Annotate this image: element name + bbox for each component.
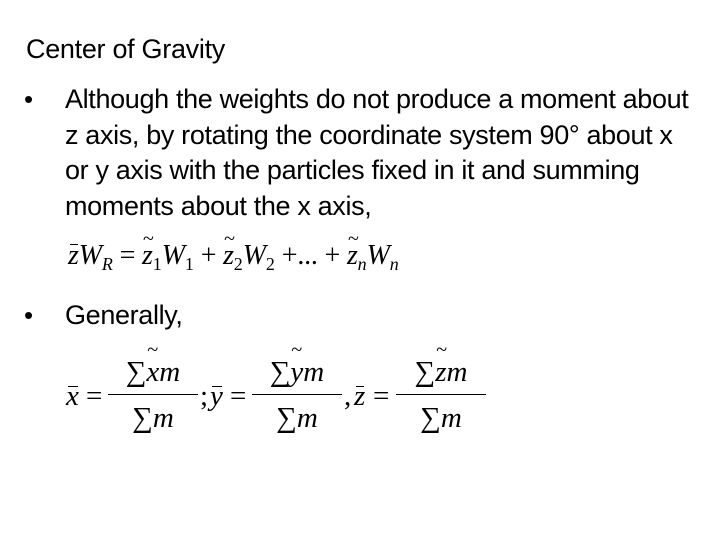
bullet-marker: • <box>24 300 34 330</box>
var-z-tilde: ~ z <box>142 238 153 274</box>
plus-sign: + <box>200 240 217 271</box>
equals-sign: = <box>373 380 390 412</box>
subscript: 2 <box>233 254 243 274</box>
var-m: m <box>303 356 325 388</box>
equals-sign: = <box>119 240 136 271</box>
var-m: m <box>152 402 174 434</box>
fraction-numerator <box>396 356 486 389</box>
var-x-tilde: ~ x <box>146 356 159 389</box>
subscript: R <box>101 254 113 274</box>
bullet-text-1 <box>65 82 688 224</box>
var-z-tilde: ~ z <box>435 356 446 389</box>
subscript: 1 <box>184 254 194 274</box>
bullet-line: Although the weights do not produce a moment about <box>65 84 689 114</box>
var-m: m <box>159 356 181 388</box>
bullet-line: moments about the x axis, <box>65 190 372 221</box>
plus-sign: + <box>324 240 341 271</box>
bullet-text-2: Generally, <box>65 300 183 330</box>
sigma-symbol: ∑ <box>132 402 153 434</box>
var-w: W <box>161 240 185 271</box>
var-w: W <box>78 240 102 271</box>
equals-sign: = <box>86 380 103 412</box>
var-z-bar: z <box>68 238 79 274</box>
var-z-tilde: ~ z <box>223 238 234 274</box>
subscript: 2 <box>265 254 275 274</box>
fraction-numerator <box>252 356 342 389</box>
moment-equation <box>68 238 399 282</box>
fraction-numerator <box>108 356 198 389</box>
sigma-symbol: ∑ <box>276 402 297 434</box>
subscript: n <box>389 254 399 274</box>
var-m: m <box>296 402 318 434</box>
var-m: m <box>440 402 462 434</box>
ellipsis: ... <box>297 240 318 271</box>
var-y-bar: y <box>210 380 223 412</box>
fraction-bar <box>396 394 486 395</box>
subscript: n <box>357 254 367 274</box>
fraction-denominator <box>396 402 486 435</box>
subscript: 1 <box>152 254 162 274</box>
fraction-bar <box>108 394 198 395</box>
sigma-symbol: ∑ <box>125 356 147 388</box>
var-y-tilde: ~ y <box>290 356 303 389</box>
sigma-symbol: ∑ <box>414 356 436 388</box>
var-z-bar: z <box>354 380 366 412</box>
semicolon: ; <box>200 380 209 412</box>
fraction-bar <box>252 394 342 395</box>
slide-title: Center of Gravity <box>26 34 225 64</box>
plus-sign: + <box>281 240 298 271</box>
var-z-tilde: ~ z <box>347 238 358 274</box>
var-w: W <box>242 240 266 271</box>
fraction-denominator <box>108 402 198 435</box>
fraction-denominator <box>252 402 342 435</box>
var-x-bar: x <box>66 380 79 412</box>
bullet-line: z axis, by rotating the coordinate system 90° about x <box>65 119 673 150</box>
bullet-marker: • <box>24 84 34 114</box>
comma: , <box>344 380 352 412</box>
var-w: W <box>366 240 390 271</box>
bullet-line: or y axis with the particles fixed in it and summing <box>65 155 640 185</box>
equals-sign: = <box>230 380 247 412</box>
sigma-symbol: ∑ <box>420 402 441 434</box>
var-m: m <box>446 356 468 388</box>
sigma-symbol: ∑ <box>269 356 291 388</box>
